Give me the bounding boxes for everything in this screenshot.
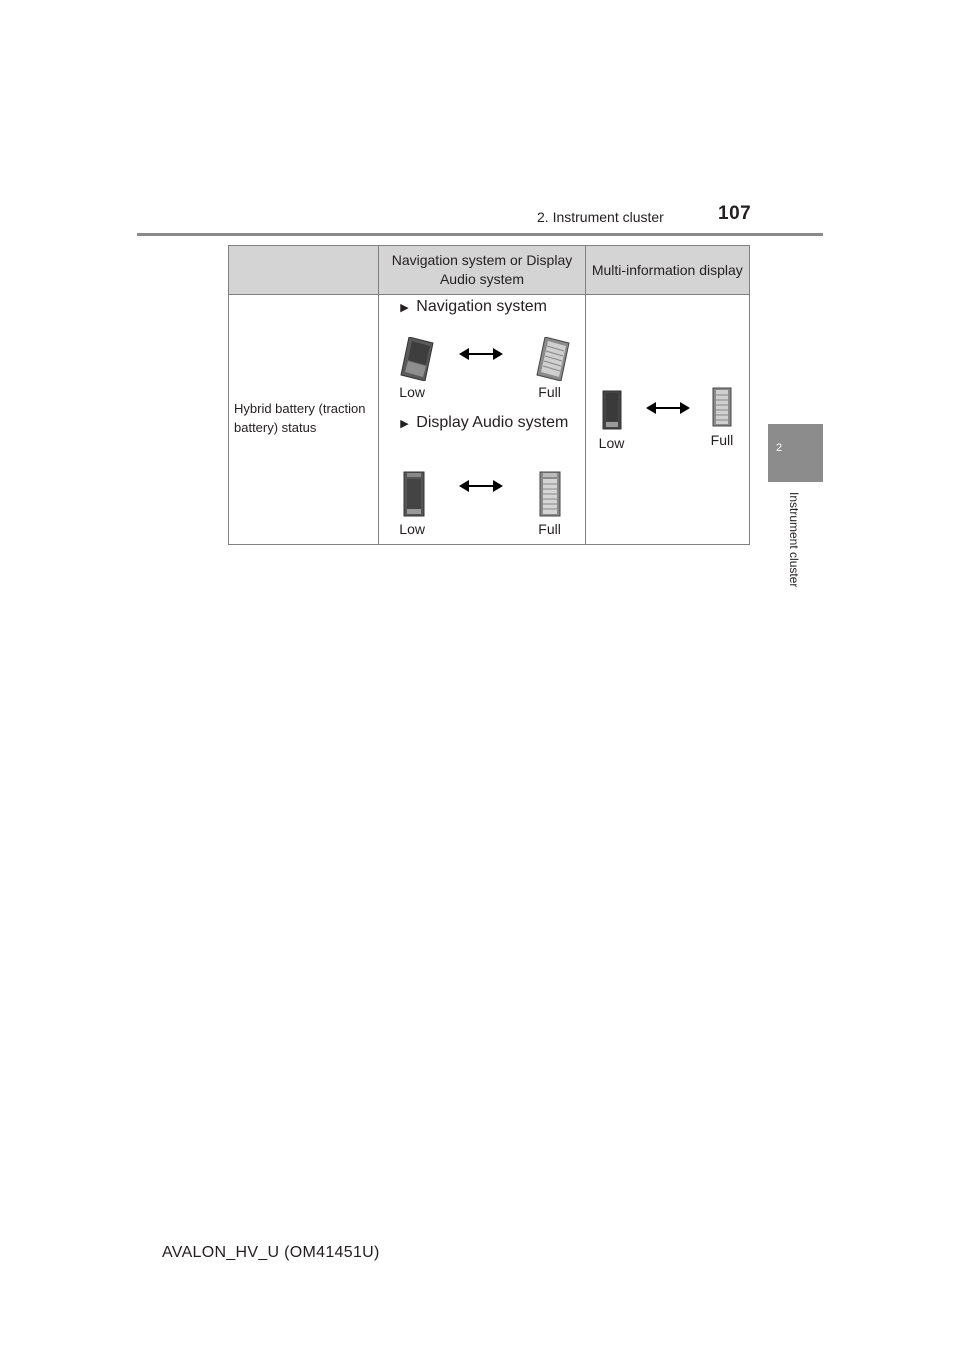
navigation-low-label: Low: [399, 384, 425, 400]
navigation-battery-full-icon: [535, 337, 575, 381]
row-label-cell: [229, 295, 379, 545]
battery-status-table: [228, 245, 750, 545]
header-rule: [137, 233, 823, 236]
display-audio-subheading: Display Audio system: [416, 414, 569, 431]
section-title: 2. Instrument cluster: [537, 209, 664, 225]
navigation-display-audio-cell: [379, 295, 585, 545]
page-number: 107: [718, 203, 752, 224]
multi-information-cell: [585, 295, 749, 545]
chapter-number: 2: [776, 442, 783, 454]
multi-info-low-label: Low: [598, 435, 625, 451]
display-audio-low-label: Low: [399, 521, 425, 537]
navigation-subheading: Navigation system: [416, 298, 547, 315]
display-audio-full-label: Full: [538, 521, 561, 537]
manual-code: AVALON_HV_U (OM41451U): [162, 1244, 380, 1261]
display-audio-bullet: ▶: [400, 418, 409, 430]
header-empty: [229, 246, 379, 295]
double-arrow-icon: [459, 348, 503, 360]
navigation-full-label: Full: [538, 384, 561, 400]
display-audio-battery-low-icon: [403, 471, 425, 517]
multi-info-battery-full-icon: [712, 387, 732, 427]
chapter-label: Instrument cluster: [787, 492, 801, 588]
navigation-battery-low-icon: [399, 337, 439, 381]
display-audio-battery-full-icon: [539, 471, 561, 517]
double-arrow-icon: [459, 480, 503, 492]
header-navigation-display-audio: Navigation system or Display Audio system: [379, 246, 585, 295]
multi-info-full-label: Full: [710, 432, 734, 448]
navigation-bullet: ▶: [400, 302, 409, 314]
double-arrow-icon: [646, 402, 690, 414]
header-multi-information: Multi-information display: [585, 246, 749, 295]
row-label: Hybrid battery (traction battery) status: [234, 401, 366, 435]
multi-info-battery-low-icon: [602, 390, 622, 430]
